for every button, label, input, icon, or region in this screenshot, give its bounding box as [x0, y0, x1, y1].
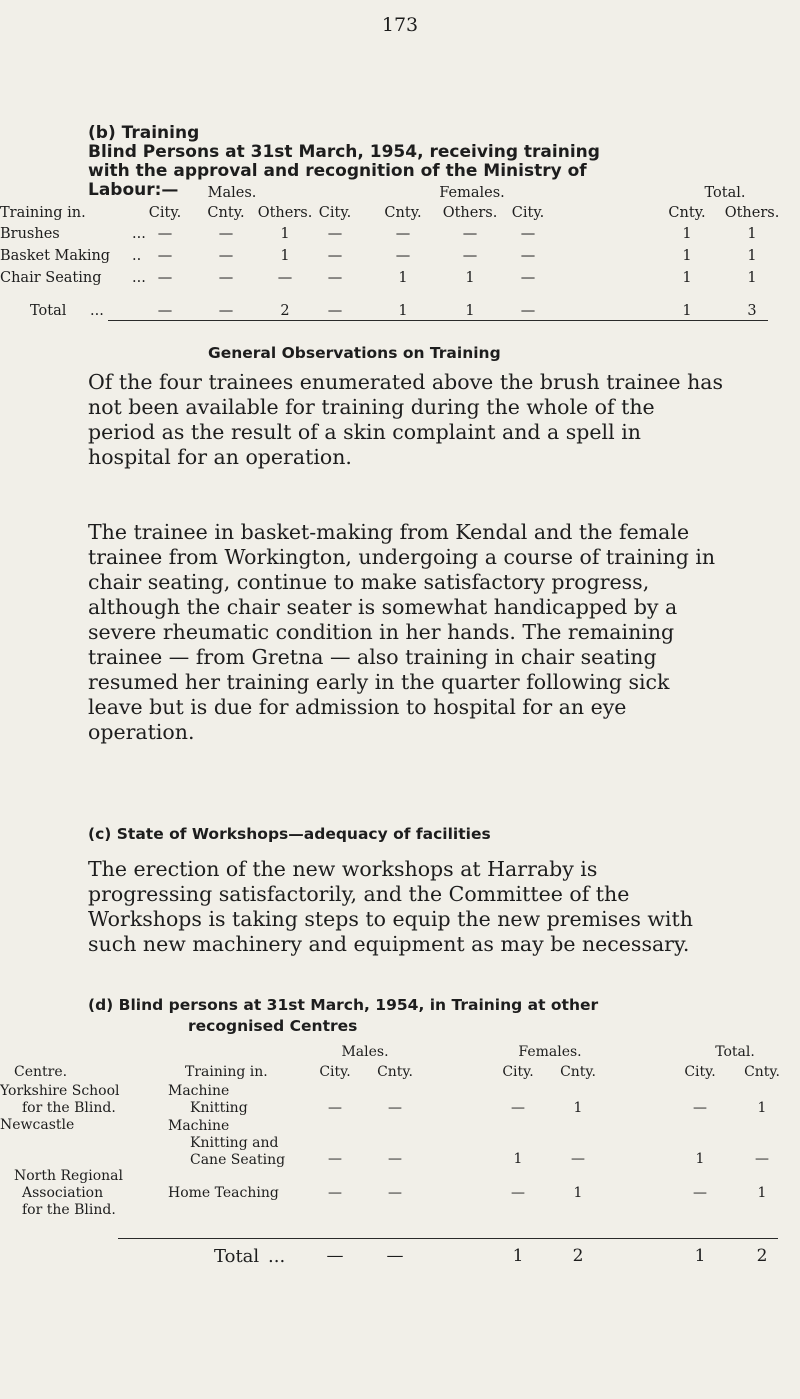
col-header: City. — [684, 1064, 716, 1080]
table-cell: — — [218, 303, 234, 319]
row-label: Total — [214, 1246, 260, 1267]
table-cell: 1 — [512, 1246, 524, 1266]
table-cell: — — [755, 1151, 769, 1167]
table-cell: — — [520, 270, 536, 286]
table-cell: 1 — [682, 248, 692, 264]
col-header: Others. — [724, 205, 780, 221]
table-cell: 1 — [398, 270, 408, 286]
table-cell: — — [462, 248, 478, 264]
table-cell: 1 — [465, 270, 475, 286]
table-cell: — — [327, 270, 343, 286]
table-cell: 1 — [747, 226, 757, 242]
training-header: Training in. — [185, 1064, 268, 1080]
general-observations-heading: General Observations on Training — [208, 344, 501, 362]
centre-name-line: Newcastle — [0, 1117, 75, 1133]
centre-name-line: for the Blind. — [22, 1100, 116, 1116]
row-label: Total — [30, 303, 67, 319]
table-cell: — — [218, 226, 234, 242]
table-cell: — — [157, 226, 173, 242]
table-cell: — — [571, 1151, 585, 1167]
row-header-training-in: Training in. — [0, 205, 86, 221]
col-header: Cnty. — [384, 205, 422, 221]
col-header: City. — [148, 205, 182, 221]
table-cell: — — [386, 1246, 404, 1266]
paragraph-text: The trainee in basket-making from Kendal and the female trainee from Workington, undergoing a course of training in chair seating, continue to make satisfactory progress, although the chair seater is somewhat handicapped by a severe rheumatic condition in her hands. The remaining trainee — from Gretna — also training in chair seating resumed her training early in the quarter following sick leave but is due for admission to hospital for an eye operation. — [88, 520, 716, 744]
table-cell: 2 — [756, 1246, 768, 1266]
table-cell: 1 — [757, 1185, 767, 1201]
col-header: Others. — [442, 205, 498, 221]
section-b-heading — [88, 124, 600, 200]
row-label: Chair Seating — [0, 270, 102, 286]
row-label: Brushes — [0, 226, 60, 242]
col-header: City. — [318, 205, 352, 221]
row-leader: .. — [132, 248, 142, 264]
total-rule — [108, 320, 768, 321]
table-cell: 1 — [747, 248, 757, 264]
table-cell: — — [520, 248, 536, 264]
group-header-females: Females. — [518, 1044, 582, 1060]
table-cell: — — [693, 1185, 707, 1201]
col-header: Others. — [257, 205, 313, 221]
row-leader: ... — [132, 226, 146, 242]
table-cell: 1 — [694, 1246, 706, 1266]
training-type-line: Machine — [168, 1118, 230, 1134]
table-cell: — — [395, 248, 411, 264]
table-cell: — — [327, 248, 343, 264]
centre-name-line: Yorkshire School — [0, 1083, 120, 1099]
training-type-line: Knitting and — [190, 1135, 279, 1151]
table-cell: — — [388, 1185, 402, 1201]
row-leader: ... — [132, 270, 146, 286]
group-header-males: Males. — [341, 1044, 389, 1060]
paragraph-text: The erection of the new workshops at Harraby is progressing satisfactorily, and the Committee of the Workshops is taking steps to equip the new premises with such new machinery and equipment as may be necessary. — [88, 857, 693, 956]
group-header-females: Females. — [439, 185, 505, 201]
table-cell: — — [693, 1100, 707, 1116]
centre-name-line: for the Blind. — [22, 1202, 116, 1218]
col-header: Cnty. — [744, 1064, 780, 1080]
table-cell: — — [157, 303, 173, 319]
table-cell: 2 — [280, 303, 290, 319]
observations-paragraph-2 — [88, 520, 728, 745]
table-cell: — — [511, 1185, 525, 1201]
table-cell: 2 — [572, 1246, 584, 1266]
training-type-line: Knitting — [190, 1100, 248, 1116]
table-cell: 1 — [573, 1185, 583, 1201]
table-cell: 1 — [682, 270, 692, 286]
row-leader: ... — [90, 303, 104, 319]
table-cell: 1 — [280, 248, 290, 264]
page-number: 173 — [381, 14, 419, 36]
total-rule — [118, 1238, 778, 1239]
table-cell: — — [327, 226, 343, 242]
table-cell: — — [277, 270, 293, 286]
table-cell: — — [520, 303, 536, 319]
table-cell: 1 — [280, 226, 290, 242]
group-header-total: Total. — [704, 185, 746, 201]
table-cell: — — [395, 226, 411, 242]
table-cell: 1 — [747, 270, 757, 286]
section-b-title-line-3: Labour:— — [88, 180, 179, 200]
row-leader: ... — [268, 1246, 286, 1267]
col-header: City. — [319, 1064, 351, 1080]
table-cell: 1 — [757, 1100, 767, 1116]
table-cell: — — [328, 1151, 342, 1167]
training-type-line: Home Teaching — [168, 1185, 279, 1201]
table-cell: 1 — [682, 303, 692, 319]
table-cell: — — [388, 1100, 402, 1116]
centre-header: Centre. — [14, 1064, 68, 1080]
table-cell: — — [520, 226, 536, 242]
col-header: Cnty. — [207, 205, 245, 221]
observations-paragraph-1 — [88, 370, 728, 470]
table-cell: — — [511, 1100, 525, 1116]
section-c-heading: (c) State of Workshops—adequacy of facilities — [88, 825, 491, 843]
table-cell: — — [218, 248, 234, 264]
table-cell: — — [157, 270, 173, 286]
table-cell: — — [218, 270, 234, 286]
training-type-line: Machine — [168, 1083, 230, 1099]
table-cell: — — [462, 226, 478, 242]
section-b-title-line-1: Blind Persons at 31st March, 1954, receiving training — [88, 142, 600, 162]
centre-name-line: Association — [22, 1185, 104, 1201]
table-cell: 1 — [695, 1151, 705, 1167]
section-d-heading-line-1: (d) Blind persons at 31st March, 1954, in Training at other — [88, 996, 599, 1014]
col-header: City. — [511, 205, 545, 221]
row-label: Basket Making — [0, 248, 111, 264]
table-cell: 1 — [682, 226, 692, 242]
table-cell: 1 — [465, 303, 475, 319]
paragraph-text: Of the four trainees enumerated above the brush trainee has not been available for training during the whole of the period as the result of a skin complaint and a spell in hospital for an operation. — [88, 370, 724, 469]
table-cell: — — [328, 1185, 342, 1201]
group-header-males: Males. — [207, 185, 257, 201]
col-header: Cnty. — [668, 205, 706, 221]
table-cell: 1 — [513, 1151, 523, 1167]
table-cell: — — [328, 1100, 342, 1116]
section-b-label: (b) Training — [88, 123, 200, 143]
training-type-line: Cane Seating — [190, 1152, 286, 1168]
section-b-title-line-2: with the approval and recognition of the Ministry of — [88, 161, 587, 181]
centre-name-line: North Regional — [14, 1168, 123, 1184]
col-header: Cnty. — [560, 1064, 596, 1080]
col-header: City. — [502, 1064, 534, 1080]
table-cell: — — [157, 248, 173, 264]
table-cell: 1 — [573, 1100, 583, 1116]
group-header-total: Total. — [715, 1044, 755, 1060]
section-d-heading-line-2: recognised Centres — [188, 1017, 358, 1035]
table-cell: — — [388, 1151, 402, 1167]
table-cell: 1 — [398, 303, 408, 319]
table-cell: — — [327, 303, 343, 319]
table-cell: — — [326, 1246, 344, 1266]
col-header: Cnty. — [377, 1064, 413, 1080]
table-cell: 3 — [747, 303, 757, 319]
section-c-paragraph — [88, 857, 728, 957]
